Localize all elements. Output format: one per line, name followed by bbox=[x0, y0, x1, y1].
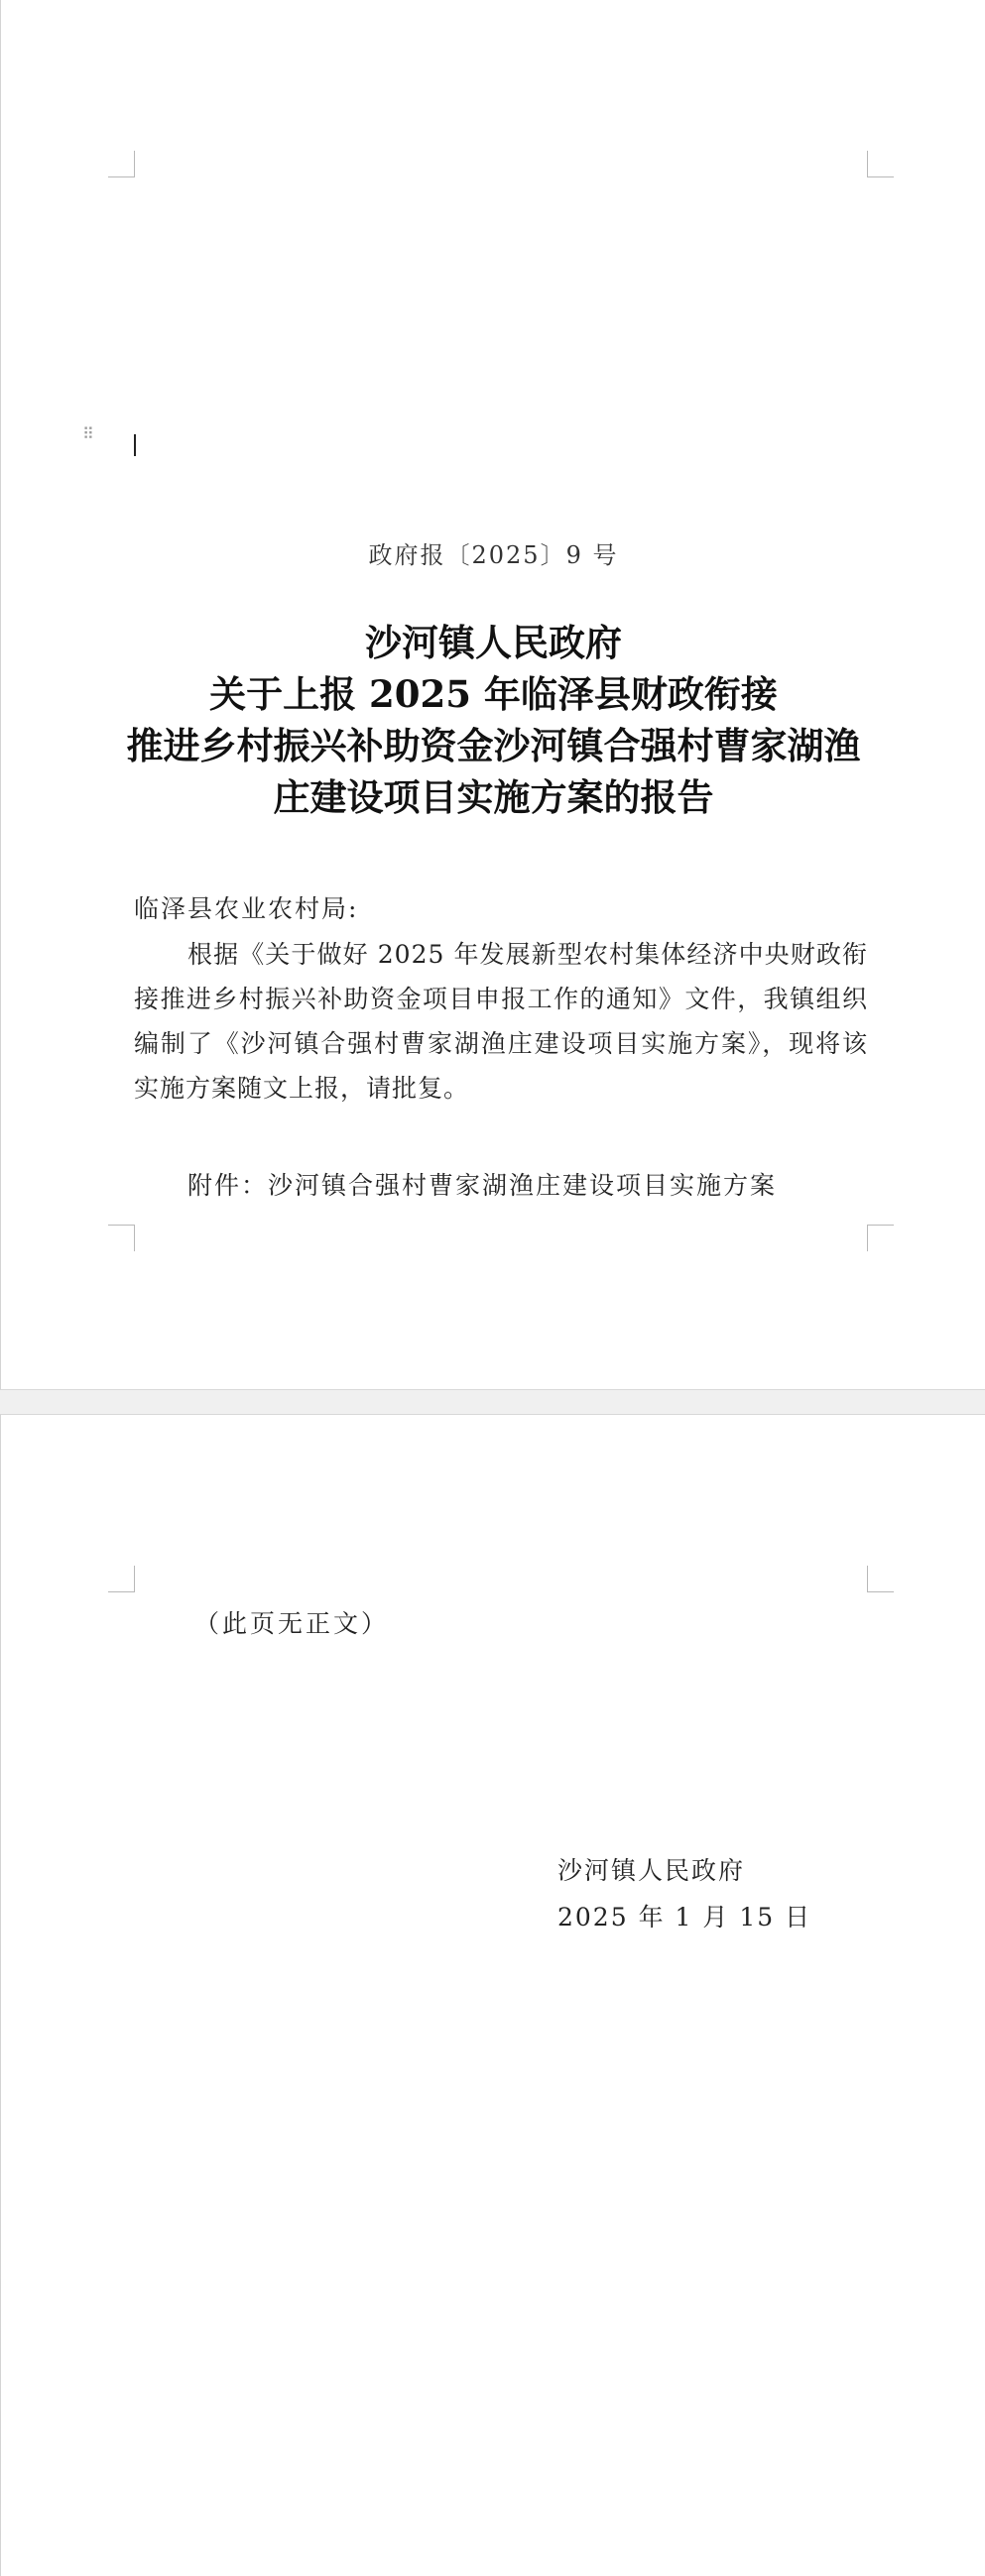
text-cursor bbox=[134, 434, 136, 456]
title-line-1: 沙河镇人民政府 bbox=[365, 621, 622, 664]
crop-mark-top-right bbox=[867, 151, 894, 177]
crop-mark-top-right bbox=[867, 1566, 894, 1592]
drag-handle-icon[interactable]: ⠿ bbox=[82, 424, 92, 443]
signature-date: 2025 年 1 月 15 日 bbox=[557, 1903, 812, 1932]
title-line-2: 关于上报 2025 年临泽县财政衔接 bbox=[209, 672, 778, 716]
attachment-line: 附件：沙河镇合强村曹家湖渔庄建设项目实施方案 bbox=[187, 1171, 778, 1200]
crop-mark-top-left bbox=[108, 151, 135, 177]
no-body-note: （此页无正文） bbox=[194, 1609, 390, 1638]
document-page-2[interactable] bbox=[0, 1414, 985, 2576]
document-number: 政府报〔2025〕9 号 bbox=[368, 541, 619, 569]
signature-organization: 沙河镇人民政府 bbox=[557, 1856, 746, 1885]
body-paragraph: 根据《关于做好 2025 年发展新型农村集体经济中央财政衔接推进乡村振兴补助资金项目申报工作的通知》文件，我镇组织编制了《沙河镇合强村曹家湖渔庄建设项目实施方案》，现将该实施方案随文上报，请批复。 bbox=[134, 940, 868, 1103]
crop-mark-top-left bbox=[108, 1566, 135, 1592]
document-title bbox=[120, 617, 867, 823]
title-line-4: 庄建设项目实施方案的报告 bbox=[273, 775, 714, 819]
crop-mark-bottom-left bbox=[108, 1225, 135, 1251]
title-line-3: 推进乡村振兴补助资金沙河镇合强村曹家湖渔 bbox=[126, 724, 861, 767]
addressee: 临泽县农业农村局: bbox=[134, 894, 359, 923]
crop-mark-bottom-right bbox=[867, 1225, 894, 1251]
